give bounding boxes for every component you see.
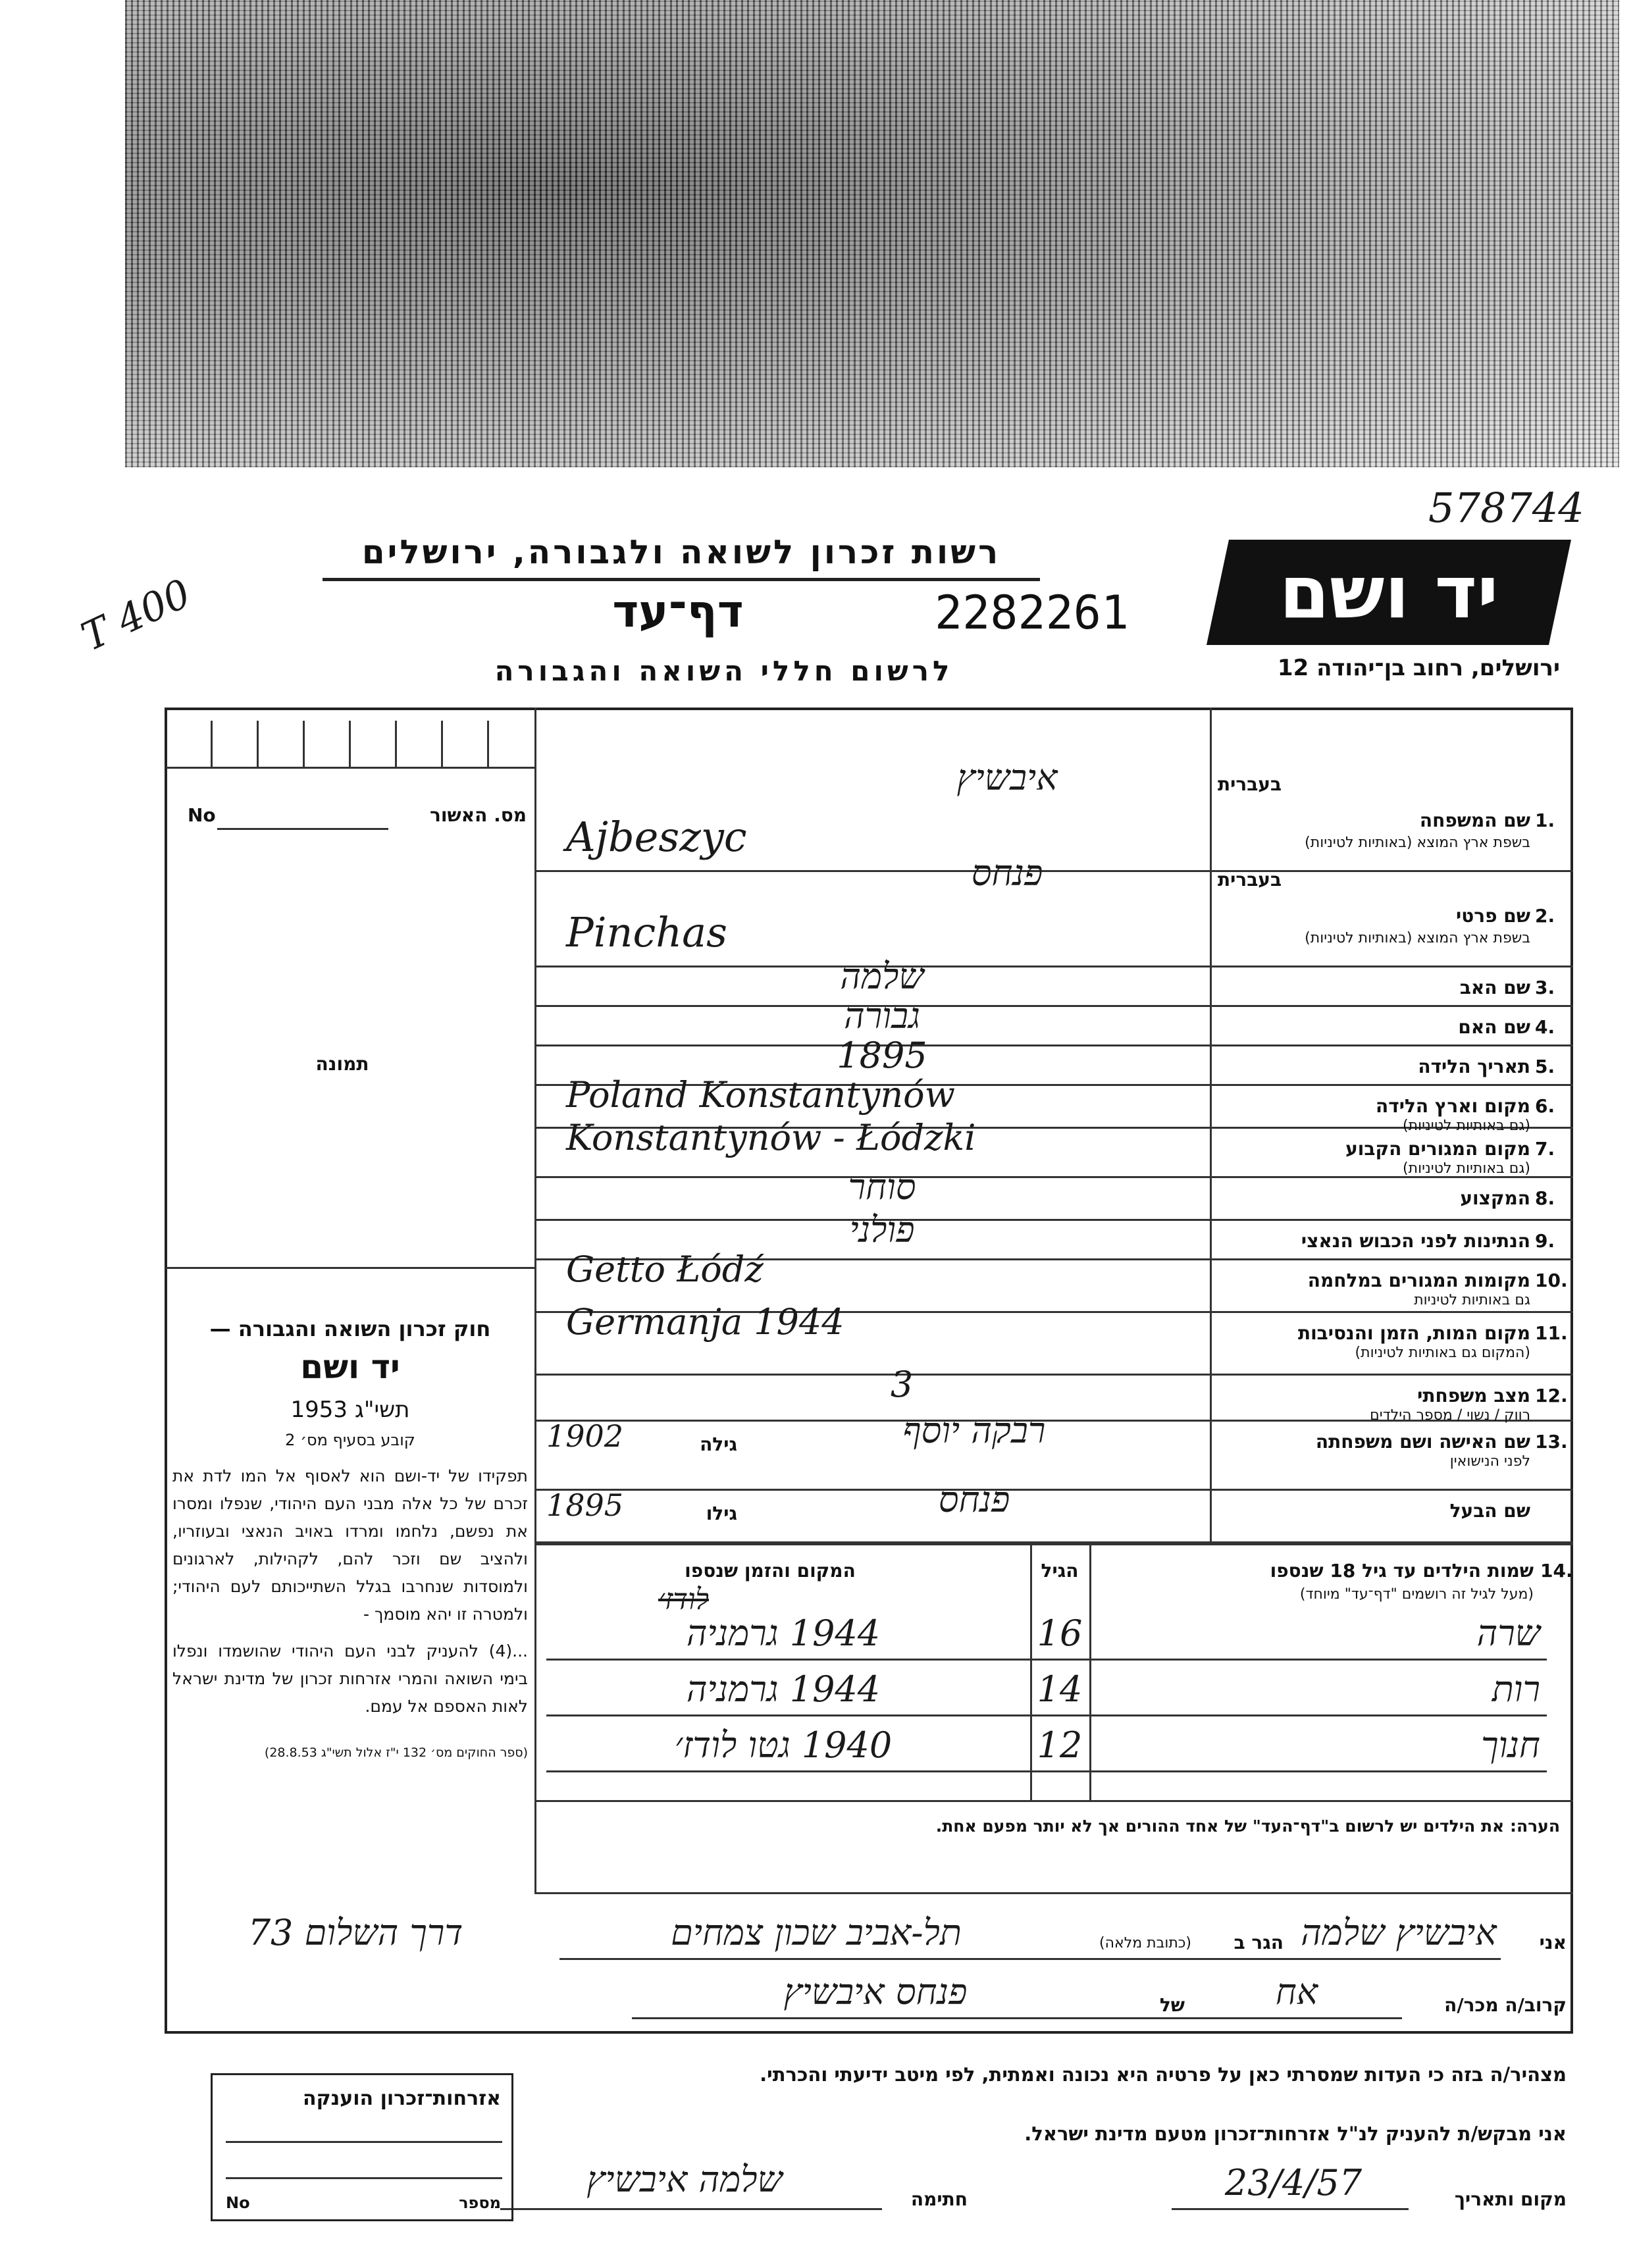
child-row-line xyxy=(546,1659,1547,1661)
field-label: מצב משפחתי xyxy=(1417,1385,1530,1406)
law-text-2: ...(4) להעניק לבני העם היהודי שהושמדו ונפלו בימי השואה והמרי אזרחות זכרון של מדינת ישראל לאות האספם אל עמם. xyxy=(172,1641,528,1716)
relative-label: קרוב/ה מכר/ה xyxy=(1444,1994,1567,2016)
age-header: הגיל xyxy=(1041,1560,1079,1582)
citizenship-line-2 xyxy=(226,2177,502,2179)
row-separator xyxy=(534,1374,1573,1376)
field-value-hebrew: פנחס xyxy=(971,852,1043,894)
scan-noise-band xyxy=(125,0,1619,467)
approval-no-label: No xyxy=(188,804,216,826)
header-underline xyxy=(323,578,1040,581)
citizenship-number-label: מספר xyxy=(459,2194,501,2212)
field-label: המקצוע xyxy=(1460,1187,1530,1209)
field-value: רבקה יוסף xyxy=(902,1410,1046,1451)
field-value: פנחס xyxy=(938,1479,1010,1520)
law-section xyxy=(172,1316,528,1760)
citizenship-no-label: No xyxy=(226,2194,250,2212)
handwritten-id: 578744 xyxy=(1428,484,1584,532)
field-number: 13. xyxy=(1535,1431,1568,1453)
field-number: 2. xyxy=(1535,905,1555,927)
field-label: מקומות המגורים במלחמה xyxy=(1307,1270,1530,1291)
child-place: 1940 גטו לודז׳ xyxy=(674,1724,893,1766)
child-place: 1944 גרמניה xyxy=(686,1668,881,1710)
children-note: הערה: את הילדים יש לרשום ב"דף־העד" של אחד ההורים אך לא יותר מפעם אחת. xyxy=(935,1817,1560,1836)
field-sublabel: (גם באותיות לטיניות) xyxy=(1403,1160,1530,1177)
strip-tick xyxy=(257,721,259,767)
resides-line xyxy=(559,1958,1501,1960)
field-label: תאריך הלידה xyxy=(1418,1056,1530,1077)
signature-label: חתימה xyxy=(910,2188,968,2210)
field-sublabel: (המקום גם באותיות לטיניות) xyxy=(1355,1345,1530,1361)
margin-note: T 400 xyxy=(74,570,198,661)
logo-text: יד ושם xyxy=(1279,550,1499,634)
field-label: שם הבעל xyxy=(1449,1500,1530,1522)
field-label: שם פרטי xyxy=(1455,905,1530,927)
age-col-right xyxy=(1089,1543,1091,1800)
citizenship-title: אזרחות־זכרון הוענקה xyxy=(302,2087,501,2110)
age-label: גילו xyxy=(706,1503,737,1524)
hebrew-label: בעברית xyxy=(1218,773,1282,795)
field-number: 9. xyxy=(1535,1230,1555,1252)
field-label: מקום המות, הזמן והנסיבות xyxy=(1297,1322,1530,1344)
field-sublabel: רווק / נשוי / מספר הילדים xyxy=(1370,1407,1530,1424)
field-value: 1895 xyxy=(837,1035,927,1076)
age-label: גילה xyxy=(700,1433,737,1455)
child-name: שרה xyxy=(1476,1612,1540,1654)
approval-label: מס. האשור xyxy=(430,804,527,826)
approval-line xyxy=(217,828,388,830)
field-value-hebrew: איבשיץ xyxy=(956,757,1058,798)
children-title: שמות הילדים עד גיל 18 שנספו xyxy=(1270,1560,1534,1582)
field-value: 3 xyxy=(890,1364,914,1405)
field-number: 3. xyxy=(1535,977,1555,998)
field-value: Getto Łódź xyxy=(566,1249,764,1290)
children-num: 14. xyxy=(1540,1560,1573,1582)
field-label: הנתינות לפני הכבוש הנאצי xyxy=(1301,1230,1530,1252)
field-number: 1. xyxy=(1535,810,1555,831)
age-col-left xyxy=(1030,1543,1032,1800)
citizenship-box xyxy=(211,2073,513,2221)
yad-vashem-logo xyxy=(1207,540,1571,645)
field-label: מקום המגורים הקבוע xyxy=(1345,1138,1530,1160)
hebrew-label: בעברית xyxy=(1218,869,1282,890)
field-label: שם האישה ושם משפחתה xyxy=(1315,1431,1530,1453)
note-bottom-line xyxy=(534,1892,1573,1894)
form-number: 2282261 xyxy=(935,586,1129,640)
relative-value: אח xyxy=(1275,1971,1318,2013)
resides-sub: (כתובת מלאה) xyxy=(1099,1935,1191,1951)
relative-line xyxy=(632,2017,1402,2019)
child-place: 1944 גרמניה xyxy=(686,1612,881,1654)
child-name: חנוך xyxy=(1481,1724,1540,1766)
of-label: של xyxy=(1159,1994,1185,2016)
field-label: שם האם xyxy=(1458,1016,1530,1038)
field-value: Germanja 1944 xyxy=(566,1301,844,1343)
law-title: חוק זכרון השואה והגבורה — xyxy=(209,1316,491,1341)
photo-label: תמונה xyxy=(315,1053,369,1075)
form-subtitle: לרשום חללי השואה והגבורה xyxy=(494,655,954,687)
field-sublabel: גם באותיות לטיניות xyxy=(1414,1292,1530,1308)
field-value-latin: Ajbeszyc xyxy=(566,813,747,861)
strip-tick xyxy=(441,721,443,767)
child-age: 12 xyxy=(1037,1724,1083,1766)
strip-tick xyxy=(211,721,213,767)
age-value: 1895 xyxy=(546,1487,624,1523)
resides-label: הגר ב xyxy=(1233,1932,1284,1953)
place-header: המקום והזמן שנספו xyxy=(685,1560,856,1582)
field-value: שלמה xyxy=(840,956,924,997)
photo-box-bottom xyxy=(166,1267,534,1269)
form-title: דף־עד xyxy=(612,586,744,638)
signature-value: שלמה איבשיץ xyxy=(586,2159,783,2200)
field-number: 5. xyxy=(1535,1056,1555,1077)
left-panel-divider xyxy=(534,708,536,1892)
children-bottom-line xyxy=(534,1800,1573,1802)
child-name: רות xyxy=(1492,1668,1540,1710)
field-value: Poland Konstantynów xyxy=(566,1074,955,1116)
child-row-line xyxy=(546,1714,1547,1716)
place-date-label: מקום ותאריך xyxy=(1454,2188,1567,2210)
i-label: אני xyxy=(1539,1932,1567,1953)
child-age: 16 xyxy=(1037,1612,1083,1654)
statement-1: מצהיר/ה בזה כי העדות שמסרתי כאן על פרטיה היא נכונה ואמתית, לפי מיטב ידיעתי והכרתי. xyxy=(760,2063,1567,2086)
law-source: (ספר החוקים מס׳ 132 י"ז אלול תשי"ג 28.8.53) xyxy=(264,1745,528,1760)
field-number: 6. xyxy=(1535,1095,1555,1117)
of-value: פנחס איבשיץ xyxy=(783,1971,968,2013)
law-text: תפקידו של יד-ושם הוא לאסוף אל המו לדת את זכרם של כל אלה מבני העם היהודי, שנפלו ומסרו את נפשם, נלחמו ומרדו באויב הנאצי ובעוזריו, ולהציב שם וזכר להם, לקהילות, לארגונים ולמוסדות שנחרבו בגלל השתייכותם לעם היהודי; ולמטרה זו יהא מוסמך - xyxy=(172,1466,528,1624)
resides-value: תל-אביב שכון צמחים xyxy=(671,1912,962,1953)
signature-line xyxy=(500,2208,882,2210)
margin-address: דרך השלום 73 xyxy=(247,1912,463,1953)
children-top-line xyxy=(534,1543,1573,1545)
field-sublabel: (גם באותיות לטיניות) xyxy=(1403,1118,1530,1134)
field-number: 8. xyxy=(1535,1187,1555,1209)
field-value: Konstantynów - Łódzki xyxy=(566,1117,976,1158)
field-number: 12. xyxy=(1535,1385,1568,1406)
age-value: 1902 xyxy=(546,1418,624,1454)
statement-2: אני מבקש/ת להעניק לנ"ל אזרחות־זכרון מטעם מדינת ישראל. xyxy=(1024,2123,1567,2145)
field-value: פולני xyxy=(849,1209,915,1250)
child-row-line xyxy=(546,1770,1547,1772)
field-number: 10. xyxy=(1535,1270,1568,1291)
field-value: גבורה xyxy=(844,995,920,1037)
struck-entry: לודז׳ xyxy=(658,1583,709,1616)
citizenship-line-1 xyxy=(226,2141,502,2143)
field-label: שם המשפחה xyxy=(1419,810,1530,831)
law-clause: קובע בסעיף מס׳ 2 xyxy=(285,1431,415,1449)
child-age: 14 xyxy=(1037,1668,1083,1710)
strip-tick xyxy=(303,721,305,767)
field-value: סוחר xyxy=(848,1166,916,1208)
label-column-divider xyxy=(1210,708,1212,1543)
strip-tick xyxy=(395,721,397,767)
strip-tick xyxy=(487,721,489,767)
law-name: יד ושם xyxy=(300,1348,400,1386)
address: ירושלים, רחוב בן־יהודה 12 xyxy=(1277,655,1560,681)
field-number: 11. xyxy=(1535,1322,1568,1344)
field-sublabel: בשפת ארץ המוצא (באותיות לטיניות) xyxy=(1305,930,1530,946)
field-label: שם האב xyxy=(1459,977,1530,998)
field-sublabel: לפני הנישואין xyxy=(1449,1453,1530,1470)
field-number: 4. xyxy=(1535,1016,1555,1038)
date-line xyxy=(1172,2208,1409,2210)
children-subtitle: (מעל לגיל זה רושמים "דף־עד" מיוחד) xyxy=(1299,1586,1534,1603)
place-date-value: 23/4/57 xyxy=(1224,2162,1362,2204)
strip-line xyxy=(166,767,534,769)
field-label: מקום וארץ הלידה xyxy=(1376,1095,1530,1117)
i-value: איבשיץ שלמה xyxy=(1301,1912,1497,1953)
strip-tick xyxy=(349,721,351,767)
field-value-latin: Pinchas xyxy=(566,908,727,956)
field-sublabel: בשפת ארץ המוצא (באותיות לטיניות) xyxy=(1305,835,1530,851)
authority-name: רשות זכרון לשואה ולגבורה, ירושלים xyxy=(361,533,1001,571)
law-year: תשי"ג 1953 xyxy=(290,1397,410,1423)
field-number: 7. xyxy=(1535,1138,1555,1160)
